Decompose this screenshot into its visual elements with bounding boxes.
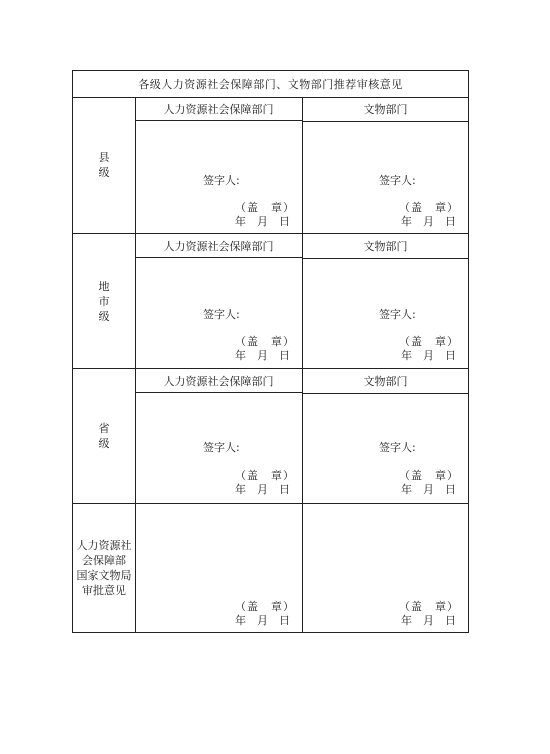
dept-header-hr: 人力资源社会保障部门 <box>135 97 303 121</box>
ministry-opinion-cell[interactable] <box>135 504 303 632</box>
dept-header-hr: 人力资源社会保障部门 <box>135 234 303 258</box>
level-county <box>73 97 468 234</box>
level-label-line: 国家文物局 <box>76 569 132 582</box>
signer-label: 签字人: <box>379 308 416 321</box>
seal-label: （盖 章） <box>235 201 295 214</box>
approval-form-table <box>72 70 469 633</box>
level-label-prefecture <box>73 234 136 368</box>
level-prefecture <box>73 234 468 369</box>
level-label-line: 省 <box>98 422 110 435</box>
level-label-line: 地 <box>98 279 110 293</box>
signer-label: 签字人: <box>379 441 416 454</box>
heritage-opinion-cell[interactable] <box>303 258 468 368</box>
dept-header-heritage: 文物部门 <box>303 234 468 259</box>
level-label-province <box>73 369 136 503</box>
level-label-line: 县 <box>98 151 110 164</box>
hr-opinion-cell[interactable] <box>135 258 303 368</box>
date-label: 年 月 日 <box>401 483 456 496</box>
hr-opinion-cell[interactable] <box>135 121 303 233</box>
seal-label: （盖 章） <box>235 335 295 348</box>
heritage-admin-opinion-cell[interactable] <box>303 504 468 632</box>
level-label-national <box>73 504 136 632</box>
heritage-opinion-cell[interactable] <box>303 121 468 233</box>
seal-label: （盖 章） <box>399 335 459 348</box>
level-label-line: 会保障部 <box>82 554 126 567</box>
level-national <box>73 504 468 632</box>
signer-label: 签字人: <box>203 441 240 454</box>
level-label-line: 市 <box>98 294 110 308</box>
hr-opinion-cell[interactable] <box>135 393 303 503</box>
seal-label: （盖 章） <box>399 600 459 613</box>
level-label-line: 人力资源社 <box>76 539 132 552</box>
dept-header-heritage: 文物部门 <box>303 369 468 394</box>
signer-label: 签字人: <box>379 174 416 187</box>
date-label: 年 月 日 <box>401 614 456 627</box>
date-label: 年 月 日 <box>235 483 290 496</box>
seal-label: （盖 章） <box>399 201 459 214</box>
seal-label: （盖 章） <box>235 469 295 482</box>
seal-label: （盖 章） <box>399 469 459 482</box>
level-label-line: 级 <box>98 437 110 450</box>
signer-label: 签字人: <box>203 174 240 187</box>
dept-header-hr: 人力资源社会保障部门 <box>135 369 303 393</box>
form-title: 各级人力资源社会保障部门、文物部门推荐审核意见 <box>73 71 468 98</box>
date-label: 年 月 日 <box>235 215 290 228</box>
signer-label: 签字人: <box>203 308 240 321</box>
date-label: 年 月 日 <box>401 349 456 362</box>
date-label: 年 月 日 <box>401 215 456 228</box>
heritage-opinion-cell[interactable] <box>303 393 468 503</box>
seal-label: （盖 章） <box>235 600 295 613</box>
date-label: 年 月 日 <box>235 614 290 627</box>
level-label-line: 级 <box>98 309 110 323</box>
level-label-line: 级 <box>98 166 110 179</box>
level-label-line: 审批意见 <box>82 584 126 597</box>
level-label-county <box>73 97 136 233</box>
dept-header-heritage: 文物部门 <box>303 97 468 122</box>
date-label: 年 月 日 <box>235 349 290 362</box>
level-province <box>73 369 468 504</box>
